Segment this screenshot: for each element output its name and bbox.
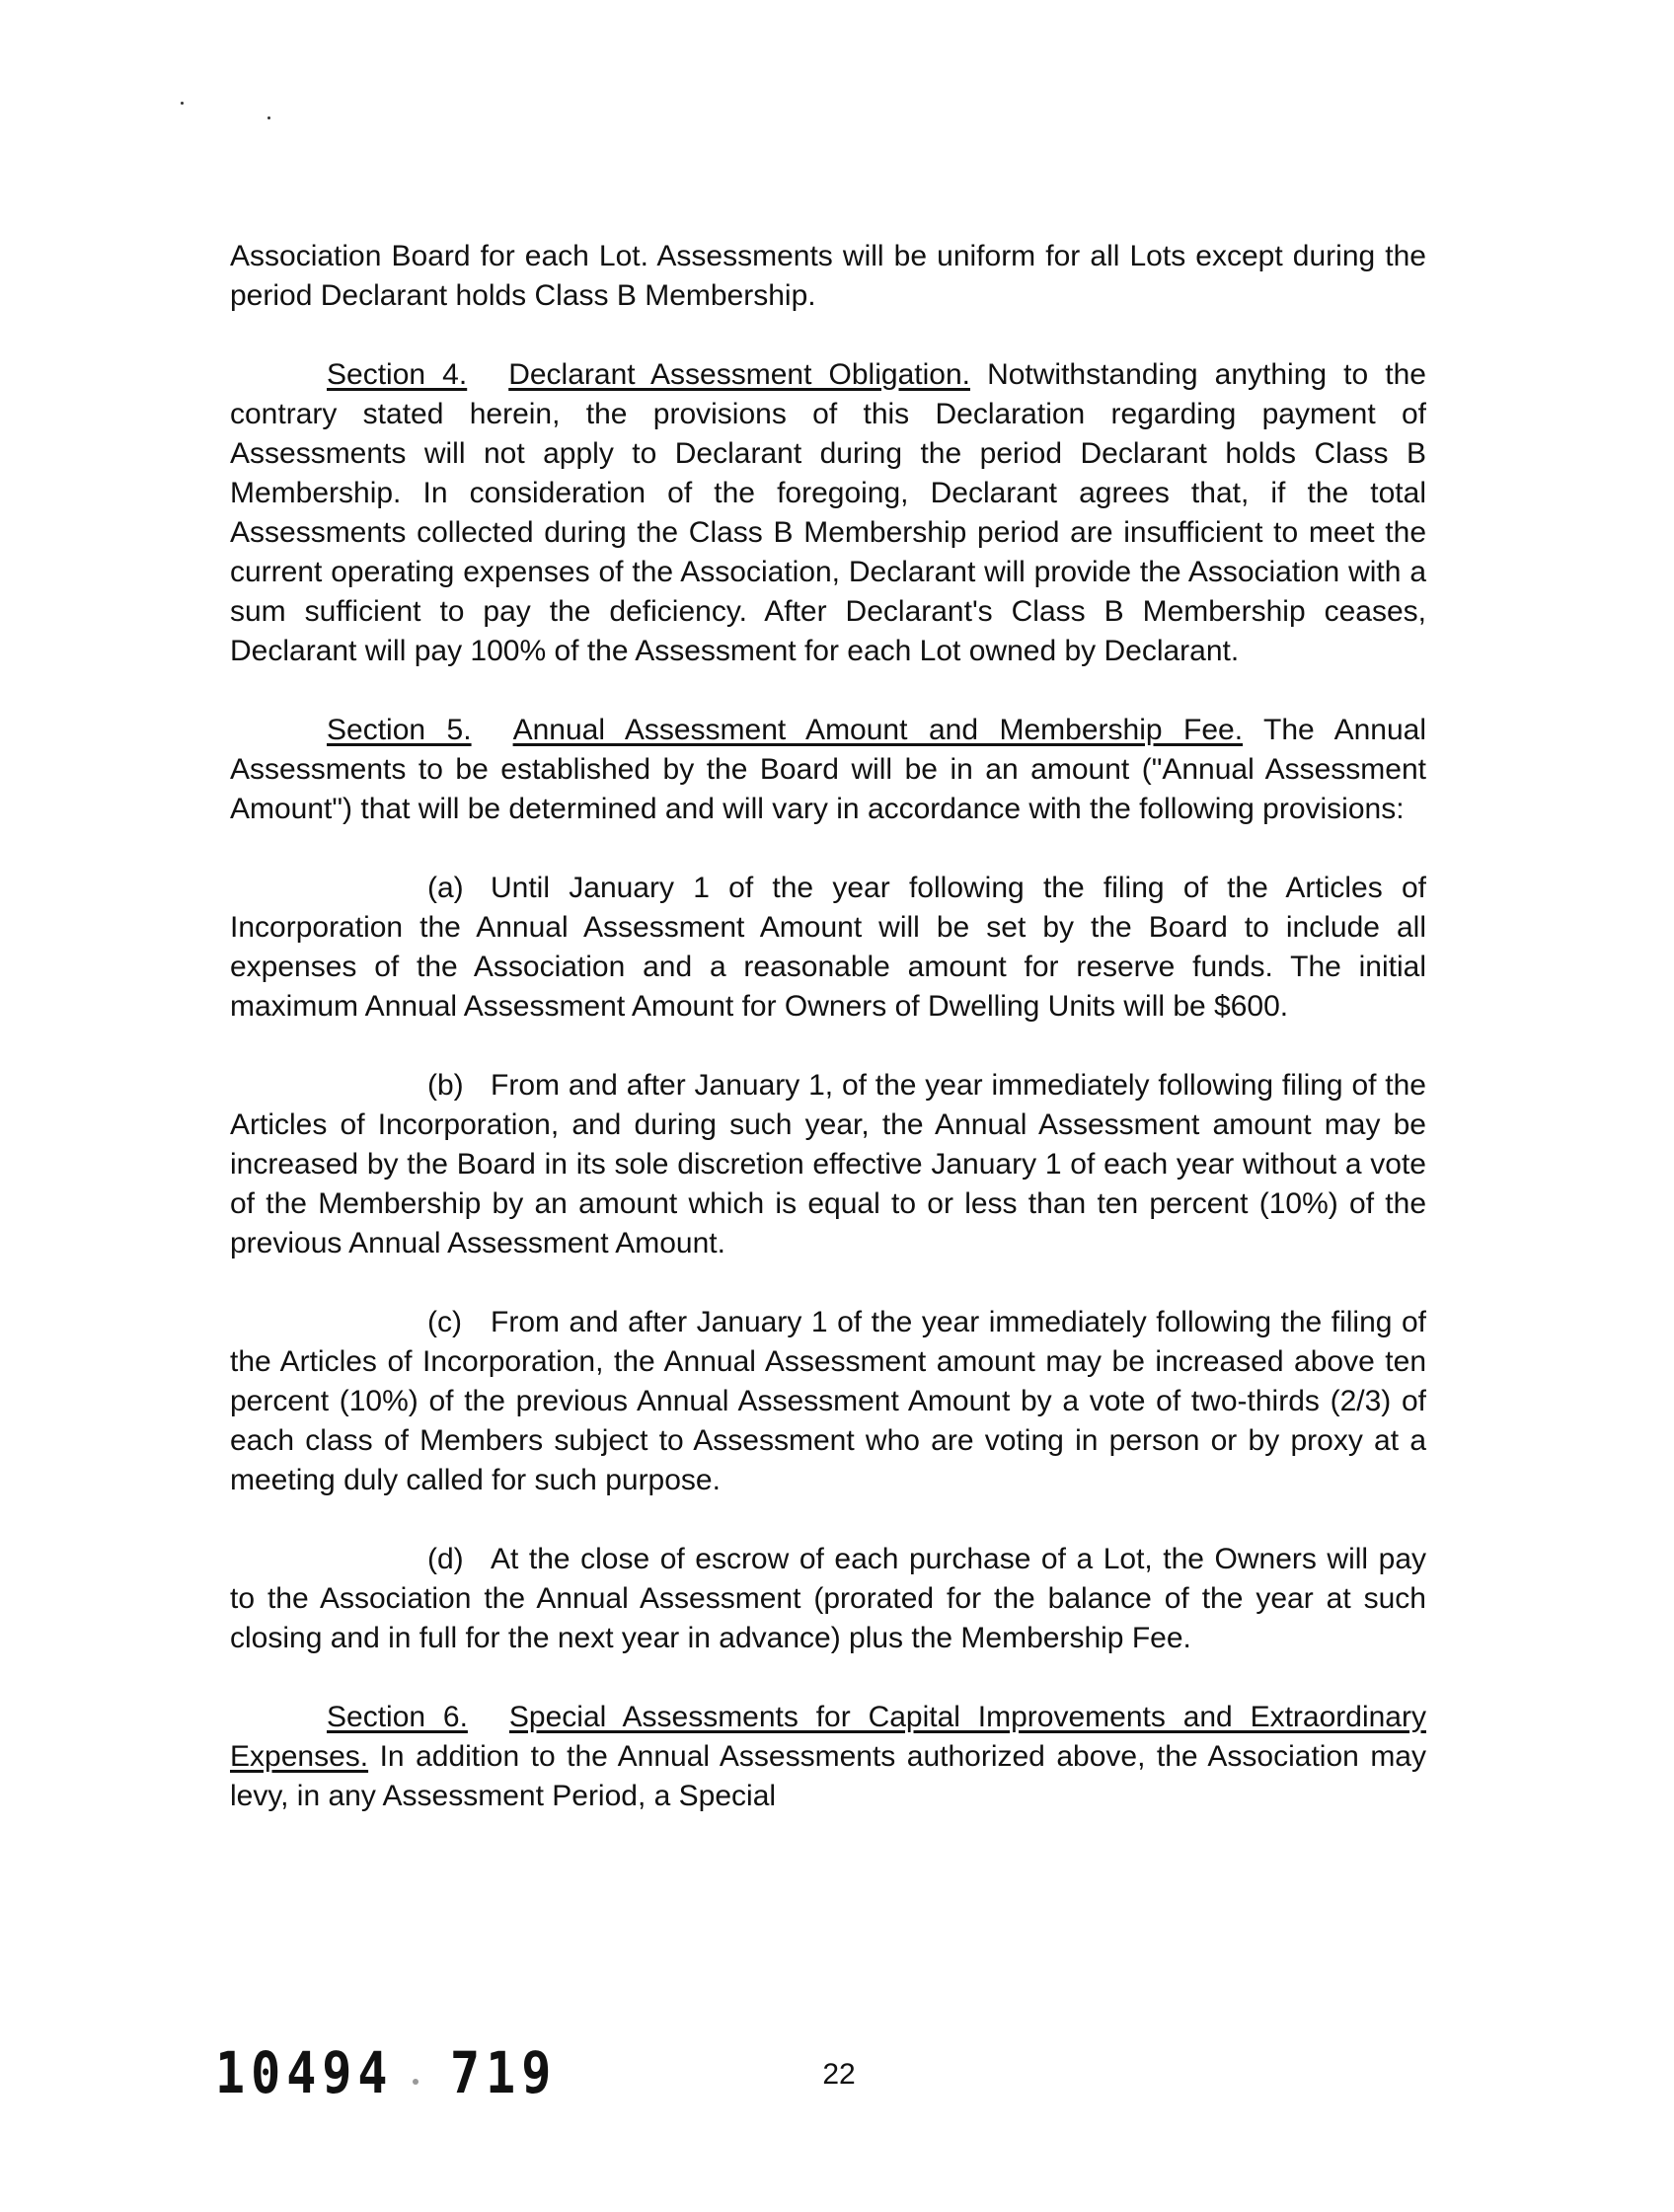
section-4-paragraph (230, 355, 1426, 671)
recording-book-stamp: 10494 (215, 2039, 394, 2106)
item-c-text: From and after January 1 of the year immediately following the filing of the Articles of Incorporation, the Annual Assessment amount may be increased above ten percent (10%) of the previous Annual Assessment Amount by a vote of two-thirds (2/3) of each class of Members subject to Assessment who are voting in person or by proxy at a meeting duly called for such purpose. (230, 1306, 1426, 1496)
item-c-label: (c) (427, 1306, 462, 1338)
section-5-number: Section 5. (327, 714, 472, 746)
section-4-body: Notwithstanding anything to the contrary stated herein, the provisions of this Declaration regarding payment of Assessments will not apply to Declarant during the period Declarant holds Class B Membership. In consideration of the foregoing, Declarant agrees that, if the total Assessments collected during the Class B Membership period are insufficient to meet the current operating expenses of the Association, Declarant will provide the Association with a sum sufficient to pay the deficiency. After Declarant's Class B Membership ceases, Declarant will pay 100% of the Assessment for each Lot owned by Declarant. (230, 358, 1426, 667)
section-5-title: Annual Assessment Amount and Membership Fee. (512, 714, 1244, 746)
recording-page-stamp: 719 (450, 2039, 558, 2106)
intro-paragraph (230, 237, 1426, 316)
section-5-body: The Annual Assessments to be established by the Board will be in an amount ("Annual Assessment Amount") that will be determined and will vary in accordance with the following provisions: (230, 714, 1426, 825)
item-b-text: From and after January 1, of the year immediately following filing of the Articles of Incorporation, and during such year, the Annual Assessment amount may be increased by the Board in its sole discretion effective January 1 of each year without a vote of the Membership by an amount which is equal to or less than ten percent (10%) of the previous Annual Assessment Amount. (230, 1069, 1426, 1259)
section-5-item-a (230, 869, 1426, 1027)
item-a-label: (a) (427, 872, 464, 904)
item-d-text: At the close of escrow of each purchase of a Lot, the Owners will pay to the Association the Annual Assessment (prorated for the balance of the year at such closing and in full for the next year in advance) plus the Membership Fee. (230, 1543, 1426, 1654)
section-5-item-d (230, 1540, 1426, 1658)
scan-speck (267, 116, 270, 119)
section-6-number: Section 6. (327, 1701, 468, 1733)
page-number: 22 (822, 2058, 856, 2091)
section-4-title: Declarant Assessment Obligation. (508, 358, 970, 391)
section-5-item-c (230, 1303, 1426, 1500)
section-4-number: Section 4. (327, 358, 468, 391)
stamp-separator-dot (413, 2079, 418, 2085)
section-6-title: Special Assessments for Capital Improvements and Extraordinary Expenses. (230, 1701, 1426, 1773)
section-5-item-b (230, 1066, 1426, 1263)
section-5-paragraph (230, 711, 1426, 829)
intro-text: Association Board for each Lot. Assessments will be uniform for all Lots except during the period Declarant holds Class B Membership. (230, 240, 1426, 312)
item-a-text: Until January 1 of the year following the filing of the Articles of Incorporation the Annual Assessment Amount will be set by the Board to include all expenses of the Association and a reasonable amount for reserve funds. The initial maximum Annual Assessment Amount for Owners of Dwelling Units will be $600. (230, 872, 1426, 1023)
section-6-body: In addition to the Annual Assessments authorized above, the Association may levy, in any Assessment Period, a Special (230, 1740, 1426, 1812)
section-6-paragraph (230, 1698, 1426, 1816)
document-body (230, 237, 1426, 1856)
scan-speck (181, 102, 184, 105)
item-d-label: (d) (427, 1543, 464, 1575)
item-b-label: (b) (427, 1069, 464, 1102)
